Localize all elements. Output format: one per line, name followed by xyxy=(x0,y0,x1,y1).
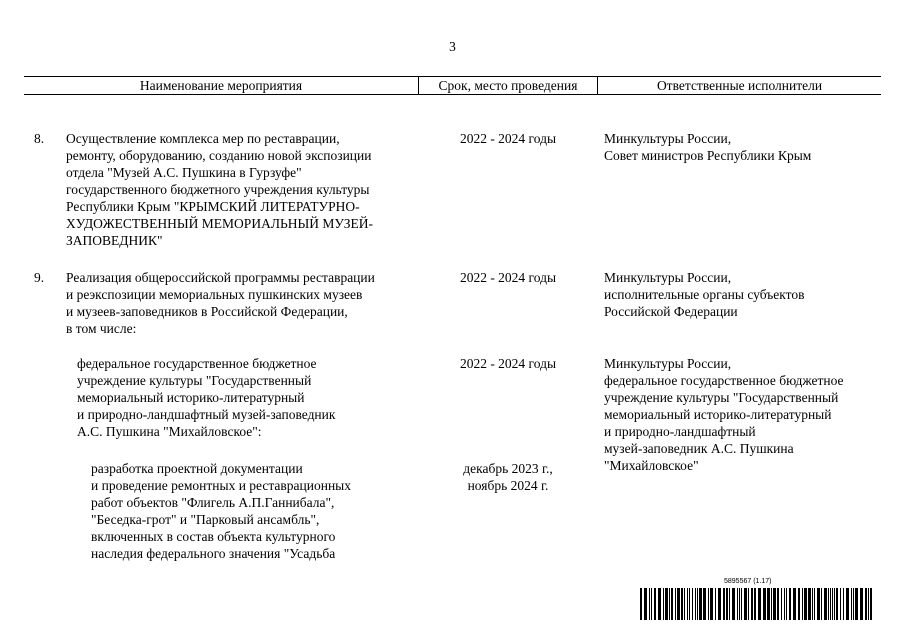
event-term xyxy=(419,355,597,372)
responsible-line: Минкультуры России, xyxy=(604,356,732,371)
event-responsible xyxy=(604,355,844,474)
barcode-id: 5895567 (1.17) xyxy=(724,578,772,585)
barcode-bar xyxy=(692,588,693,620)
header-term-place: Срок, место проведения xyxy=(438,78,578,93)
barcode-bar xyxy=(697,588,698,620)
barcode-bar xyxy=(732,588,735,620)
event-name-line: и реэкспозиции мемориальных пушкинских музеев xyxy=(66,287,363,302)
barcode-bar xyxy=(817,588,820,620)
event-term-line: 2022 - 2024 годы xyxy=(459,270,557,285)
barcode-bar xyxy=(851,588,852,620)
barcode-bar xyxy=(665,588,668,620)
barcode-bar xyxy=(771,588,772,620)
barcode-bar xyxy=(836,588,838,620)
barcode-bar xyxy=(773,588,776,620)
barcode-bar xyxy=(812,588,813,620)
event-term xyxy=(419,460,597,494)
event-name-line: разработка проектной документации xyxy=(91,461,303,476)
barcode-bar xyxy=(828,588,829,620)
event-name-line: в том числе: xyxy=(66,321,137,336)
barcode-bar xyxy=(703,588,706,620)
event-name xyxy=(91,460,351,562)
barcode-bar xyxy=(723,588,725,620)
responsible-line: федеральное государственное бюджетное xyxy=(604,373,844,388)
event-name-line: наследия федерального значения "Усадьба xyxy=(91,546,336,561)
barcode-bar xyxy=(695,588,696,620)
barcode-bar xyxy=(870,588,872,620)
event-name-line: ЗАПОВЕДНИК" xyxy=(66,233,163,248)
responsible-line: Минкультуры России, xyxy=(604,270,732,285)
responsible-line: Совет министров Республики Крым xyxy=(604,148,812,163)
event-name-line: отдела "Музей А.С. Пушкина в Гурзуфе" xyxy=(66,165,302,180)
barcode-bar xyxy=(853,588,854,620)
event-name xyxy=(66,269,375,337)
barcode-bar xyxy=(793,588,796,620)
barcode-bar xyxy=(781,588,782,620)
barcode-bar xyxy=(671,588,673,620)
page-number: 3 xyxy=(449,39,456,54)
barcode-bar xyxy=(689,588,690,620)
event-name-line: "Беседка-грот" и "Парковый ансамбль", xyxy=(91,512,320,527)
responsible-line: учреждение культуры "Государственный xyxy=(604,390,839,405)
barcode-bar xyxy=(751,588,753,620)
event-name-line: ХУДОЖЕСТВЕННЫЙ МЕМОРИАЛЬНЫЙ МУЗЕЙ- xyxy=(66,216,374,231)
header-bottom-rule xyxy=(24,94,881,95)
barcode-bar xyxy=(855,588,858,620)
responsible-line: Минкультуры России, xyxy=(604,131,732,146)
barcode-bar xyxy=(840,588,841,620)
barcode-bar xyxy=(739,588,740,620)
responsible-line: "Михайловское" xyxy=(604,458,699,473)
barcode-bar xyxy=(677,588,680,620)
barcode-bar xyxy=(715,588,716,620)
barcode-bar xyxy=(669,588,670,620)
row-number: 8. xyxy=(34,131,45,146)
barcode-bar xyxy=(821,588,822,620)
event-responsible xyxy=(604,269,804,320)
barcode-bar xyxy=(814,588,815,620)
barcode-bar xyxy=(830,588,831,620)
row-number: 9. xyxy=(34,270,45,285)
barcode-bar xyxy=(763,588,766,620)
barcode-bar xyxy=(710,588,713,620)
barcode-bar xyxy=(658,588,661,620)
barcode-bar xyxy=(644,588,647,620)
barcode-bar xyxy=(758,588,761,620)
barcode-bar xyxy=(832,588,833,620)
event-name-line: включенных в состав объекта культурного xyxy=(91,529,336,544)
barcode-bar xyxy=(681,588,683,620)
event-term xyxy=(419,130,597,147)
event-name-line: мемориальный историко-литературный xyxy=(77,390,305,405)
barcode-bar xyxy=(843,588,844,620)
barcode-bar xyxy=(804,588,807,620)
event-name-line: и природно-ландшафтный музей-заповедник xyxy=(77,407,336,422)
barcode-bar xyxy=(808,588,811,620)
event-term xyxy=(419,269,597,286)
event-name-line: Осуществление комплекса мер по реставрации, xyxy=(66,131,340,146)
event-term-line: 2022 - 2024 годы xyxy=(459,356,557,371)
event-name-line: А.С. Пушкина "Михайловское": xyxy=(77,424,262,439)
event-term-line: ноябрь 2024 г. xyxy=(467,478,549,493)
barcode-bar xyxy=(687,588,688,620)
event-term-line: декабрь 2023 г., xyxy=(463,461,553,476)
barcode-bar xyxy=(684,588,685,620)
responsible-line: музей-заповедник А.С. Пушкина xyxy=(604,441,794,456)
header-responsible: Ответственные исполнители xyxy=(656,78,823,93)
barcode-bar xyxy=(741,588,742,620)
barcode-bar xyxy=(777,588,779,620)
barcode-bar xyxy=(824,588,827,620)
barcode-bar xyxy=(789,588,791,620)
event-name xyxy=(77,355,335,440)
responsible-line: исполнительные органы субъектов xyxy=(604,287,805,302)
event-name-line: работ объектов "Флигель А.П.Ганнибала", xyxy=(91,495,335,510)
event-name xyxy=(66,130,373,249)
barcode-bar xyxy=(786,588,787,620)
event-responsible xyxy=(604,130,811,164)
responsible-line: мемориальный историко-литературный xyxy=(604,407,832,422)
header-name-of-event: Наименование мероприятия xyxy=(139,78,303,93)
barcode-bar xyxy=(654,588,656,620)
barcode xyxy=(640,588,872,620)
barcode-bar xyxy=(675,588,676,620)
barcode-bar xyxy=(767,588,770,620)
barcode-bar xyxy=(729,588,730,620)
event-name-line: и проведение ремонтных и реставрационных xyxy=(91,478,352,493)
responsible-line: и природно-ландшафтный xyxy=(604,424,756,439)
barcode-bar xyxy=(798,588,800,620)
barcode-bar xyxy=(651,588,652,620)
barcode-bar xyxy=(737,588,738,620)
event-name-line: государственного бюджетного учреждения культуры xyxy=(66,182,370,197)
barcode-bar xyxy=(699,588,702,620)
event-name-line: и музеев-заповедников в Российской Федерации, xyxy=(66,304,348,319)
event-term-line: 2022 - 2024 годы xyxy=(459,131,557,146)
barcode-bar xyxy=(754,588,756,620)
barcode-bar xyxy=(868,588,869,620)
barcode-bar xyxy=(663,588,664,620)
event-name-line: Реализация общероссийской программы реставрации xyxy=(66,270,375,285)
barcode-bar xyxy=(718,588,721,620)
barcode-bar xyxy=(744,588,747,620)
event-name-line: учреждение культуры "Государственный xyxy=(77,373,312,388)
responsible-line: Российской Федерации xyxy=(604,304,738,319)
barcode-bar xyxy=(846,588,849,620)
event-name-line: Республики Крым "КРЫМСКИЙ ЛИТЕРАТУРНО- xyxy=(66,199,360,214)
barcode-bar xyxy=(802,588,803,620)
barcode-bar xyxy=(726,588,728,620)
event-name-line: федеральное государственное бюджетное xyxy=(77,356,317,371)
barcode-bar xyxy=(834,588,835,620)
barcode-bar xyxy=(865,588,867,620)
barcode-bar xyxy=(748,588,749,620)
barcode-bar xyxy=(640,588,642,620)
barcode-bar xyxy=(649,588,650,620)
barcode-bar xyxy=(708,588,709,620)
barcode-bar xyxy=(860,588,863,620)
barcode-bar xyxy=(784,588,785,620)
event-name-line: ремонту, оборудованию, созданию новой экспозиции xyxy=(66,148,372,163)
